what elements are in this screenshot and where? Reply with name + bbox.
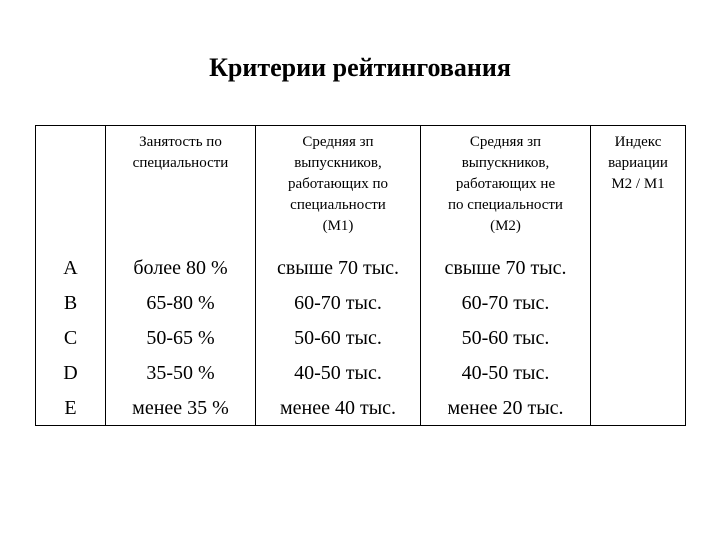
grade-cell: D bbox=[36, 355, 106, 390]
salary-m2-cell: 60-70 тыс. bbox=[421, 285, 591, 320]
salary-m2-cell: менее 20 тыс. bbox=[421, 390, 591, 426]
header-row bbox=[36, 126, 686, 251]
grade-cell: В bbox=[36, 285, 106, 320]
variation-index-cell bbox=[591, 250, 686, 285]
salary-m1-cell: свыше 70 тыс. bbox=[256, 250, 421, 285]
salary-m2-cell: 50-60 тыс. bbox=[421, 320, 591, 355]
variation-index-cell bbox=[591, 355, 686, 390]
employment-cell: менее 35 % bbox=[106, 390, 256, 426]
table-row bbox=[36, 285, 686, 320]
salary-m1-cell: 60-70 тыс. bbox=[256, 285, 421, 320]
header-cell-variation-index: Индекс вариации М2 / М1 bbox=[591, 126, 686, 251]
header-cell-salary-m1: Средняя зп выпускников, работающих по специальности (М1) bbox=[256, 126, 421, 251]
salary-m1-cell: 50-60 тыс. bbox=[256, 320, 421, 355]
rating-criteria-table bbox=[35, 125, 686, 426]
employment-cell: более 80 % bbox=[106, 250, 256, 285]
table-row bbox=[36, 355, 686, 390]
variation-index-cell bbox=[591, 390, 686, 426]
salary-m2-cell: свыше 70 тыс. bbox=[421, 250, 591, 285]
header-cell-salary-m2: Средняя зп выпускников, работающих не по специальности (М2) bbox=[421, 126, 591, 251]
header-cell-employment: Занятость по специальности bbox=[106, 126, 256, 251]
employment-cell: 50-65 % bbox=[106, 320, 256, 355]
grade-cell: С bbox=[36, 320, 106, 355]
table-row bbox=[36, 390, 686, 426]
variation-index-cell bbox=[591, 320, 686, 355]
grade-cell: А bbox=[36, 250, 106, 285]
salary-m1-cell: менее 40 тыс. bbox=[256, 390, 421, 426]
salary-m1-cell: 40-50 тыс. bbox=[256, 355, 421, 390]
salary-m2-cell: 40-50 тыс. bbox=[421, 355, 591, 390]
table-row bbox=[36, 320, 686, 355]
page-title: Критерии рейтингования bbox=[209, 53, 511, 82]
variation-index-cell bbox=[591, 285, 686, 320]
employment-cell: 35-50 % bbox=[106, 355, 256, 390]
employment-cell: 65-80 % bbox=[106, 285, 256, 320]
header-cell-grade bbox=[36, 126, 106, 251]
grade-cell: Е bbox=[36, 390, 106, 426]
table-row bbox=[36, 250, 686, 285]
